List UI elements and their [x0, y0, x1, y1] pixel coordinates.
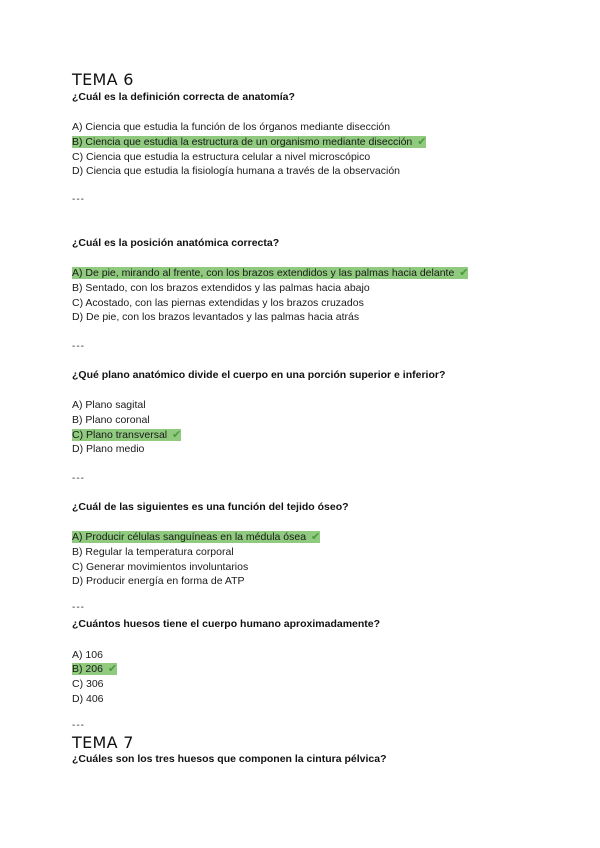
check-mark-icon: ✔: [107, 663, 118, 675]
q5-option-b-correct: [72, 662, 117, 676]
check-mark-icon: ✔: [172, 429, 182, 441]
correct-answer-highlight: B) 206 ✔: [72, 663, 118, 675]
q1-option-a: A) Ciencia que estudia la función de los órganos mediante disección: [72, 121, 391, 133]
q1-option-b-correct: [72, 135, 426, 149]
question-4: ¿Cuál de las siguientes es una función del tejido óseo?: [72, 501, 349, 513]
correct-answer-highlight: A) De pie, mirando al frente, con los brazos extendidos y las palmas hacia delante ✔: [72, 267, 469, 279]
q5-option-d: D) 406: [72, 693, 104, 705]
q3-option-d: D) Plano medio: [72, 443, 145, 455]
q2-option-c: C) Acostado, con las piernas extendidas y los brazos cruzados: [72, 297, 364, 309]
q2-option-b: B) Sentado, con los brazos extendidos y las palmas hacia abajo: [72, 282, 370, 294]
question-2: ¿Cuál es la posición anatómica correcta?: [72, 237, 280, 249]
separator: ---: [72, 194, 85, 205]
q2-option-a-correct: [72, 266, 468, 280]
q1-option-d: D) Ciencia que estudia la fisiología humana a través de la observación: [72, 165, 401, 177]
q4-option-d: D) Producir energía en forma de ATP: [72, 575, 245, 587]
q5-option-c: C) 306: [72, 678, 104, 690]
q3-option-b: B) Plano coronal: [72, 414, 150, 426]
q5-option-a: A) 106: [72, 649, 103, 661]
q4-option-c: C) Generar movimientos involuntarios: [72, 561, 249, 573]
q2-option-d: D) De pie, con los brazos levantados y las palmas hacia atrás: [72, 311, 360, 323]
question-5: ¿Cuántos huesos tiene el cuerpo humano aproximadamente?: [72, 618, 381, 630]
q3-option-c-correct: [72, 428, 181, 442]
correct-answer-highlight: C) Plano transversal ✔: [72, 429, 182, 441]
question-3: ¿Qué plano anatómico divide el cuerpo en una porción superior e inferior?: [72, 369, 446, 381]
separator: ---: [72, 473, 85, 484]
separator: ---: [72, 720, 85, 731]
q4-option-a-correct: [72, 530, 320, 544]
question-6: ¿Cuáles son los tres huesos que componen la cintura pélvica?: [72, 753, 387, 765]
q4-option-b: B) Regular la temperatura corporal: [72, 546, 234, 558]
correct-answer-highlight: B) Ciencia que estudia la estructura de un organismo mediante disección ✔: [72, 136, 427, 148]
separator: ---: [72, 602, 85, 613]
check-mark-icon: ✔: [459, 267, 469, 279]
section-title: TEMA 6: [72, 70, 134, 89]
correct-answer-highlight: A) Producir células sanguíneas en la médula ósea ✔: [72, 531, 321, 543]
check-mark-icon: ✔: [417, 136, 427, 148]
separator: ---: [72, 341, 85, 352]
question-1: ¿Cuál es la definición correcta de anatomía?: [72, 91, 295, 103]
q1-option-c: C) Ciencia que estudia la estructura celular a nivel microscópico: [72, 151, 371, 163]
section-title: TEMA 7: [72, 733, 134, 752]
q3-option-a: A) Plano sagital: [72, 399, 146, 411]
check-mark-icon: ✔: [310, 531, 321, 543]
